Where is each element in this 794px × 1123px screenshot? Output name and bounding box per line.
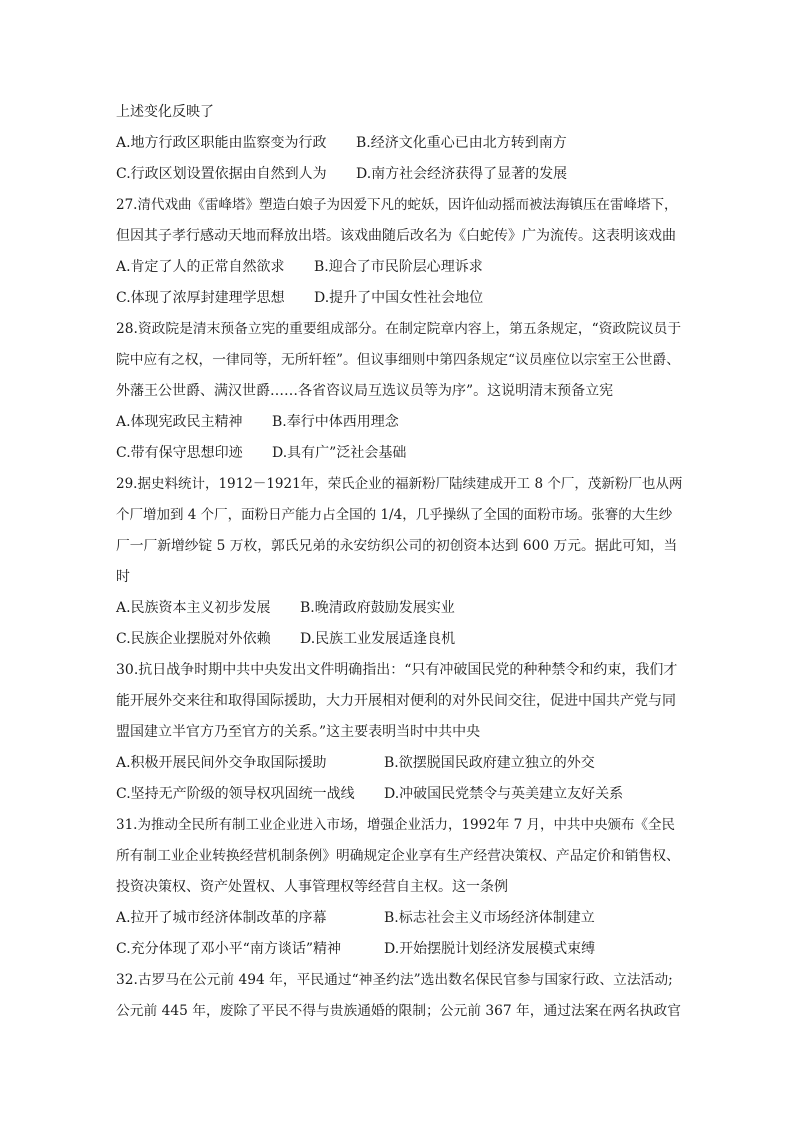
question-28-option-c[interactable]: C.带有保守思想印迹: [116, 445, 243, 461]
question-31-option-a[interactable]: A.拉开了城市经济体制改革的序幕: [116, 910, 327, 926]
question-29-stem-line: 个厂增加到 4 个厂，面粉日产能力占全国的 1/4，几乎操纵了全国的面粉市场。张謇的大生纱: [116, 507, 673, 523]
question-31-stem-line: 投资决策权、资产处置权、人事管理权等经营自主权。这一条例: [116, 879, 508, 895]
question-27-option-a[interactable]: A.肯定了人的正常自然欲求: [116, 259, 285, 275]
question-32-stem-line: 公元前 445 年，废除了平民不得与贵族通婚的限制；公元前 367 年，通过法案在两名执政官: [116, 1003, 681, 1019]
question-30-option-d[interactable]: D.冲破国民党禁令与英美建立友好关系: [384, 786, 624, 802]
question-29-option-c[interactable]: C.民族企业摆脱对外依赖: [116, 631, 271, 647]
question-27-option-c[interactable]: C.体现了浓厚封建理学思想: [116, 290, 285, 306]
question-27-option-d[interactable]: D.提升了中国女性社会地位: [314, 290, 484, 306]
question-26-option-b[interactable]: B.经济文化重心已由北方转到南方: [356, 135, 567, 151]
question-29-option-d[interactable]: D.民族工业发展适逢良机: [300, 631, 456, 647]
question-28-stem-line: 外藩王公世爵、满汉世爵……各省咨议局互选议员等为序”。这说明清末预备立宪: [116, 383, 614, 399]
question-29-stem-line: 时: [116, 569, 130, 585]
question-31-stem-line: 31.为推动全民所有制工业企业进入市场，增强企业活力，1992年 7 月，中共中央颁布《全民: [116, 817, 675, 833]
question-26-stem-tail: 上述变化反映了: [116, 104, 214, 120]
question-30-option-a[interactable]: A.积极开展民间外交争取国际援助: [116, 755, 327, 771]
question-27-stem-line: 27.清代戏曲《雷峰塔》塑造白娘子为因爱下凡的蛇妖，因许仙动摇而被法海镇压在雷峰塔下，: [116, 197, 678, 213]
question-28-stem-line: 院中应有之权，一律同等，无所轩轾”。但议事细则中第四条规定“议员座位以宗室王公世爵、: [116, 352, 681, 368]
question-28-option-a[interactable]: A.体现宪政民主精神: [116, 414, 243, 430]
question-30-stem-line: 能开展外交来往和取得国际援助，大力开展相对便利的对外民间交往，促进中国共产党与同: [116, 693, 676, 709]
question-26-option-a[interactable]: A.地方行政区职能由监察变为行政: [116, 135, 327, 151]
question-26-option-c[interactable]: C.行政区划设置依据由自然到人为: [116, 166, 327, 182]
question-27-stem-line: 但因其子孝行感动天地而释放出塔。该戏曲随后改名为《白蛇传》广为流传。这表明该戏曲: [116, 228, 676, 244]
question-31-option-d[interactable]: D.开始摆脱计划经济发展模式束缚: [384, 941, 596, 957]
question-31-option-c[interactable]: C.充分体现了邓小平“南方谈话”精神: [116, 941, 341, 957]
question-28-option-d[interactable]: D.具有广”泛社会基础: [272, 445, 407, 461]
question-30-option-c[interactable]: C.坚持无产阶级的领导权巩固统一战线: [116, 786, 355, 802]
question-31-option-b[interactable]: B.标志社会主义市场经济体制建立: [384, 910, 595, 926]
question-29-option-a[interactable]: A.民族资本主义初步发展: [116, 600, 271, 616]
question-26-option-d[interactable]: D.南方社会经济获得了显著的发展: [356, 166, 568, 182]
question-29-stem-line: 29.据史料统计，1912－1921年，荣氏企业的福新粉厂陆续建成开工 8 个厂，茂新粉厂也从两: [116, 476, 683, 492]
question-30-stem-line: 30.抗日战争时期中共中央发出文件明确指出：“只有冲破国民党的种种禁令和约束，我们才: [116, 662, 678, 678]
question-29-stem-line: 厂一厂新增纱锭 5 万枚，郭氏兄弟的永安纺织公司的初创资本达到 600 万元。据此可知，当: [116, 538, 678, 554]
question-28-option-b[interactable]: B.奉行中体西用理念: [272, 414, 399, 430]
question-30-stem-line: 盟国建立半官方乃至官方的关系。”这主要表明当时中共中央: [116, 724, 481, 740]
question-31-stem-line: 所有制工业企业转换经营机制条例》明确规定企业享有生产经营决策权、产品定价和销售权、: [116, 848, 680, 864]
question-28-stem-line: 28.资政院是清末预备立宪的重要组成部分。在制定院章内容上，第五条规定，“资政院议员于: [116, 321, 682, 337]
question-27-option-b[interactable]: B.迎合了市民阶层心理诉求: [314, 259, 483, 275]
question-29-option-b[interactable]: B.晚清政府鼓励发展实业: [300, 600, 455, 616]
question-30-option-b[interactable]: B.欲摆脱国民政府建立独立的外交: [384, 755, 595, 771]
question-32-stem-line: 32.古罗马在公元前 494 年，平民通过“神圣约法”选出数名保民官参与国家行政、立法活动;: [116, 972, 673, 988]
